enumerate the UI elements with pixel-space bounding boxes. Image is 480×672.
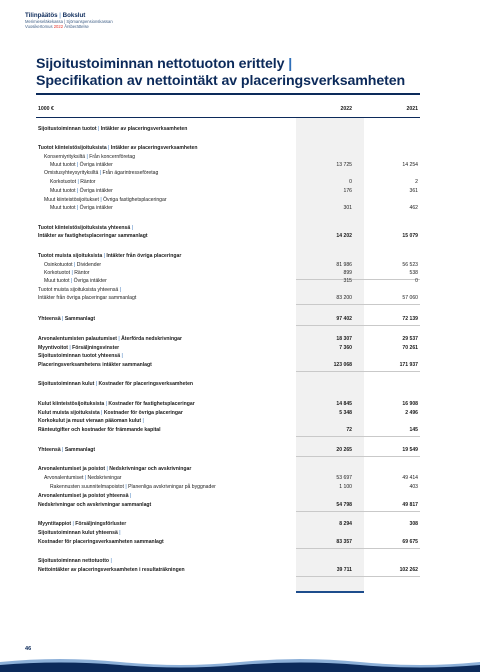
value-2022: 54 798 bbox=[336, 502, 352, 508]
value-2022: 18 307 bbox=[336, 336, 352, 342]
row-label-fi: Omistusyhteysyrityksiltä bbox=[44, 170, 99, 176]
value-2021: 16 908 bbox=[402, 401, 418, 407]
subtotal-rule bbox=[296, 304, 420, 305]
table-row bbox=[36, 178, 420, 187]
row-label-separator: | bbox=[141, 418, 144, 424]
value-2022: 7 360 bbox=[339, 345, 352, 351]
row-label bbox=[38, 446, 95, 455]
row-label-separator: | bbox=[76, 179, 81, 185]
row-label-fi: Intäkter från övriga placeringar sammanlagt bbox=[38, 295, 137, 301]
row-label-separator: | bbox=[98, 197, 104, 203]
row-label-sv: Räntor bbox=[80, 179, 96, 185]
value-2021: 15 079 bbox=[402, 233, 418, 239]
subtotal-rule bbox=[296, 548, 420, 549]
header-title-sv: Bokslut bbox=[62, 12, 86, 19]
row-label-separator: | bbox=[123, 484, 129, 490]
row-label-sv: Sammanlagt bbox=[64, 316, 96, 322]
header-subtitle-report-label-sv: Årsberättelse bbox=[63, 24, 89, 29]
row-label-sv: Nedskrivningar och avskrivningar bbox=[109, 466, 192, 472]
value-2022: 14 845 bbox=[336, 401, 352, 407]
header-title-fi: Tilinpäätös bbox=[25, 12, 58, 19]
value-2021: 19 549 bbox=[402, 447, 418, 453]
row-label-separator: | bbox=[85, 154, 90, 160]
row-label bbox=[38, 520, 126, 529]
row-label-sv: Nedskrivningar bbox=[87, 475, 122, 481]
table-row bbox=[36, 252, 420, 261]
value-2021: 0 bbox=[415, 278, 418, 284]
value-2022: 0 bbox=[349, 179, 352, 185]
row-label-sv: Räntor bbox=[74, 270, 90, 276]
row-label-fi: Kulut muista sijoituksista bbox=[38, 410, 100, 416]
value-2022: 83 357 bbox=[336, 539, 352, 545]
row-label-fi: Rakennusten suunnitelmapoistot bbox=[50, 484, 124, 490]
row-label bbox=[38, 465, 191, 474]
table-row bbox=[36, 169, 420, 178]
row-label bbox=[38, 417, 144, 426]
title-rule bbox=[36, 93, 420, 95]
row-label-sv: Försäljningsförluster bbox=[75, 521, 127, 527]
value-2022: 14 202 bbox=[336, 233, 352, 239]
row-label-separator: | bbox=[106, 145, 111, 151]
table-row bbox=[36, 315, 420, 324]
table-row bbox=[36, 380, 420, 389]
row-label bbox=[38, 232, 148, 241]
row-label-fi: Myyntivoitot bbox=[38, 345, 68, 351]
table-header-rule bbox=[36, 117, 420, 118]
page-title-separator: | bbox=[284, 56, 293, 72]
row-label bbox=[38, 557, 112, 566]
row-label-separator: | bbox=[94, 381, 99, 387]
row-label-separator: | bbox=[120, 353, 123, 359]
value-2021: 102 262 bbox=[399, 567, 418, 573]
value-2022: 176 bbox=[343, 188, 352, 194]
table-row bbox=[36, 501, 420, 510]
row-label bbox=[44, 474, 122, 483]
row-label-fi: Muut tuotot bbox=[44, 278, 70, 284]
row-label-separator: | bbox=[105, 466, 110, 472]
value-2021: 57 060 bbox=[402, 295, 418, 301]
value-2022: 39 711 bbox=[336, 567, 352, 573]
row-label-fi: Muut tuotot bbox=[50, 188, 76, 194]
table-row bbox=[36, 400, 420, 409]
row-label-sv: Försäljningsvinster bbox=[72, 345, 120, 351]
table-row bbox=[36, 144, 420, 153]
row-label-fi: Korkotuotot bbox=[44, 270, 71, 276]
row-label-sv: Från koncernföretag bbox=[89, 154, 136, 160]
row-label-fi: Sijoitustoiminnan tuotot yhteensä bbox=[38, 353, 121, 359]
value-2022: 1 100 bbox=[339, 484, 352, 490]
value-2021: 72 139 bbox=[402, 316, 418, 322]
row-label bbox=[38, 492, 131, 501]
value-2021: 145 bbox=[409, 427, 418, 433]
row-label-sv: Dividender bbox=[76, 262, 102, 268]
table-total-underline bbox=[296, 591, 364, 593]
table-row bbox=[36, 446, 420, 455]
row-label bbox=[44, 277, 107, 286]
row-label-sv: Övriga intäkter bbox=[79, 188, 113, 194]
row-label-fi: Myyntitappiot bbox=[38, 521, 72, 527]
row-label bbox=[38, 335, 182, 344]
page-title-fi: Sijoitustoiminnan nettotuoton erittely bbox=[36, 56, 285, 72]
running-header bbox=[25, 12, 113, 29]
table-year-2022-header: 2022 bbox=[340, 106, 352, 112]
subtotal-rule bbox=[296, 576, 420, 577]
table-row bbox=[36, 557, 420, 566]
row-label-fi: Muut tuotot bbox=[50, 162, 76, 168]
row-label-separator: | bbox=[104, 401, 109, 407]
header-subtitle-report bbox=[25, 24, 113, 29]
row-label-fi: Sijoitustoiminnan tuotot bbox=[38, 126, 97, 132]
value-2022: 301 bbox=[343, 205, 352, 211]
table-year-2021-header: 2021 bbox=[406, 106, 418, 112]
table-row bbox=[36, 125, 420, 134]
table-row bbox=[36, 529, 420, 538]
table-row bbox=[36, 483, 420, 492]
row-label-separator: | bbox=[68, 345, 73, 351]
table-row bbox=[36, 187, 420, 196]
row-label-fi: Arvonalentumiset ja poistot bbox=[38, 466, 106, 472]
row-label bbox=[38, 566, 185, 575]
row-label bbox=[50, 178, 96, 187]
table-row bbox=[36, 361, 420, 370]
row-label-separator: | bbox=[116, 336, 122, 342]
row-label bbox=[38, 352, 123, 361]
value-2022: 72 bbox=[346, 427, 352, 433]
row-label-fi: Yhteensä bbox=[38, 316, 61, 322]
table-row bbox=[36, 492, 420, 501]
row-label-fi: Sijoitustoiminnan nettotuotto bbox=[38, 558, 110, 564]
row-label bbox=[38, 400, 195, 409]
row-label-separator: | bbox=[102, 253, 107, 259]
row-label-fi: Korkotuotot bbox=[50, 179, 77, 185]
subtotal-rule bbox=[296, 436, 420, 437]
row-label-sv: Från ägarintresseföretag bbox=[102, 170, 159, 176]
row-label-fi: Tuotot kiinteistösijoituksista bbox=[38, 145, 107, 151]
row-label-sv: Planenliga avskrivningar på byggnader bbox=[128, 484, 216, 490]
value-2022: 20 265 bbox=[336, 447, 352, 453]
row-label-fi: Sijoitustoiminnan kulut bbox=[38, 381, 95, 387]
value-2022: 53 697 bbox=[336, 475, 352, 481]
row-label bbox=[38, 294, 136, 303]
row-label-fi: Muut tuotot bbox=[50, 205, 76, 211]
value-2022: 123 068 bbox=[333, 362, 352, 368]
table-row bbox=[36, 426, 420, 435]
value-2021: 403 bbox=[409, 484, 418, 490]
row-label bbox=[44, 169, 158, 178]
value-2021: 171 937 bbox=[399, 362, 418, 368]
value-2022: 83 200 bbox=[336, 295, 352, 301]
row-label-fi: Osinkotuotot bbox=[44, 262, 73, 268]
row-label-sv: Övriga intäkter bbox=[79, 162, 113, 168]
value-2021: 538 bbox=[409, 270, 418, 276]
value-2022: 97 402 bbox=[336, 316, 352, 322]
row-label-fi: Yhteensä bbox=[38, 447, 61, 453]
row-label-sv: Intäkter från övriga placeringar bbox=[106, 253, 182, 259]
row-label-fi: Konserniyrityksiltä bbox=[44, 154, 86, 160]
value-2022: 315 bbox=[343, 278, 352, 284]
row-label bbox=[50, 204, 113, 213]
row-label-fi: Intäkter av fastighetsplaceringar sammanlagt bbox=[38, 233, 148, 239]
row-label bbox=[38, 529, 121, 538]
table-row bbox=[36, 474, 420, 483]
row-label-fi: Muut kiinteistösijoitukset bbox=[44, 197, 99, 203]
row-label-separator: | bbox=[60, 316, 65, 322]
row-label-sv: Återförda nedskrivningar bbox=[121, 336, 182, 342]
row-label-separator: | bbox=[98, 170, 103, 176]
row-label-sv: Intäkter av placeringsverksamheten bbox=[110, 145, 198, 151]
row-label bbox=[50, 483, 216, 492]
row-label-fi: Sijoitustoiminnan kulut yhteensä bbox=[38, 530, 118, 536]
header-title-separator: | bbox=[59, 12, 61, 19]
value-2021: 49 414 bbox=[402, 475, 418, 481]
row-label bbox=[38, 501, 151, 510]
value-2021: 70 261 bbox=[402, 345, 418, 351]
row-label bbox=[38, 538, 164, 547]
row-label bbox=[38, 380, 193, 389]
header-subtitle-organization: Merimieseläkekassa | Sjömanspensionskassan bbox=[25, 19, 113, 24]
table-row bbox=[36, 204, 420, 213]
row-label-separator: | bbox=[118, 287, 121, 293]
table-row bbox=[36, 520, 420, 529]
row-label bbox=[38, 144, 197, 153]
row-label-fi: Kostnader för placeringsverksamheten sammanlagt bbox=[38, 539, 164, 545]
table-row bbox=[36, 335, 420, 344]
value-2022: 81 986 bbox=[336, 262, 352, 268]
header-title bbox=[25, 12, 113, 19]
value-2021: 29 537 bbox=[402, 336, 418, 342]
row-label bbox=[38, 252, 181, 261]
row-label-fi: Tuotot kiinteistösijoituksista yhteensä bbox=[38, 225, 131, 231]
value-2021: 49 817 bbox=[402, 502, 418, 508]
row-label-fi: Tuotot muista sijoituksista bbox=[38, 253, 103, 259]
row-label-separator: | bbox=[96, 126, 101, 132]
value-2021: 308 bbox=[409, 521, 418, 527]
value-2022: 8 294 bbox=[339, 521, 352, 527]
row-label bbox=[38, 125, 187, 134]
row-label-separator: | bbox=[60, 447, 65, 453]
subtotal-rule bbox=[296, 371, 420, 372]
row-label-sv: Kostnader för fastighetsplaceringar bbox=[108, 401, 195, 407]
row-label-separator: | bbox=[72, 262, 77, 268]
subtotal-rule bbox=[296, 325, 420, 326]
page-title bbox=[36, 56, 456, 90]
row-label-fi: Arvonalentumisten palautumiset bbox=[38, 336, 117, 342]
row-label-separator: | bbox=[130, 225, 133, 231]
page-title-line-1 bbox=[36, 56, 456, 73]
table-row bbox=[36, 417, 420, 426]
value-2021: 14 254 bbox=[402, 162, 418, 168]
row-label-separator: | bbox=[69, 278, 74, 284]
row-label-sv: Intäkter av placeringsverksamheten bbox=[100, 126, 188, 132]
value-2021: 462 bbox=[409, 205, 418, 211]
row-label bbox=[38, 426, 161, 435]
page-number: 46 bbox=[25, 646, 32, 652]
subtotal-rule bbox=[296, 511, 420, 512]
row-label-fi: Arvonalentumiset ja poistot yhteensä bbox=[38, 493, 129, 499]
table-row bbox=[36, 538, 420, 547]
row-label-fi: Nettointäkter av placeringsverksamheten i resultaträkningen bbox=[38, 567, 185, 573]
row-label-separator: | bbox=[75, 188, 80, 194]
value-2021: 361 bbox=[409, 188, 418, 194]
page-title-sv: Specifikation av nettointäkt av placeringsverksamheten bbox=[36, 73, 406, 89]
row-label bbox=[50, 187, 113, 196]
row-label-sv: Kostnader för övriga placeringar bbox=[103, 410, 183, 416]
row-label-separator: | bbox=[71, 521, 76, 527]
row-label-sv: Övriga fastighetsplaceringar bbox=[103, 197, 167, 203]
row-label-fi: Ränteutgifter och kostnader för främmande kapital bbox=[38, 427, 161, 433]
row-label-fi: Korkokulut ja muut vieraan pääoman kulut bbox=[38, 418, 142, 424]
value-2021: 69 675 bbox=[402, 539, 418, 545]
row-label bbox=[38, 315, 95, 324]
row-label-fi: Tuotot muista sijoituksista yhteensä bbox=[38, 287, 119, 293]
table-row bbox=[36, 232, 420, 241]
value-2021: 2 bbox=[415, 179, 418, 185]
subtotal-rule bbox=[296, 456, 420, 457]
row-label-separator: | bbox=[75, 162, 80, 168]
row-label-separator: | bbox=[117, 530, 121, 536]
table-row bbox=[36, 294, 420, 303]
row-label-separator: | bbox=[99, 410, 104, 416]
row-label-separator: | bbox=[128, 493, 132, 499]
value-2021: 56 523 bbox=[402, 262, 418, 268]
table-row bbox=[36, 352, 420, 361]
row-label bbox=[38, 361, 152, 370]
table-unit-label: 1000 € bbox=[38, 106, 54, 112]
row-label-separator: | bbox=[83, 475, 88, 481]
value-2021: 2 496 bbox=[405, 410, 418, 416]
row-label-separator: | bbox=[75, 205, 80, 211]
row-label-sv: Övriga intäkter bbox=[73, 278, 107, 284]
table-header-row bbox=[36, 104, 420, 116]
row-label-sv: Sammanlagt bbox=[64, 447, 96, 453]
header-subtitle-report-label: Vuosikertomus bbox=[25, 24, 54, 29]
value-2022: 5 348 bbox=[339, 410, 352, 416]
table-row bbox=[36, 566, 420, 575]
value-2022: 899 bbox=[343, 270, 352, 276]
header-subtitle-year: 2022 bbox=[53, 24, 64, 29]
row-label-fi: Nedskrivningar och avskrivningar sammanlagt bbox=[38, 502, 152, 508]
footer-wave-decoration bbox=[0, 654, 480, 672]
row-label-separator: | bbox=[70, 270, 75, 276]
table-row bbox=[36, 465, 420, 474]
row-label-separator: | bbox=[109, 558, 112, 564]
row-label-fi: Arvonalentumiset bbox=[44, 475, 84, 481]
row-label-sv: Kostnader för placeringsverksamheten bbox=[98, 381, 194, 387]
table-row bbox=[36, 277, 420, 286]
row-label-fi: Placeringsverksamhetens intäkter sammanlagt bbox=[38, 362, 152, 368]
row-label-sv: Övriga intäkter bbox=[79, 205, 113, 211]
value-2022: 13 725 bbox=[336, 162, 352, 168]
row-label-fi: Kulut kiinteistösijoituksista bbox=[38, 401, 105, 407]
